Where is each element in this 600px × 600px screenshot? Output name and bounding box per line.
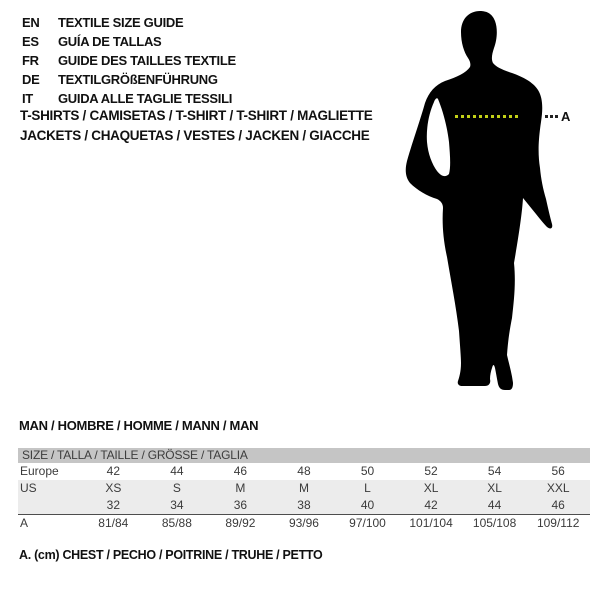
table-row-europe bbox=[18, 463, 590, 480]
language-row-en bbox=[22, 13, 236, 32]
cell: 42 bbox=[399, 497, 463, 515]
size-table bbox=[18, 448, 590, 532]
cell: 89/92 bbox=[209, 515, 273, 533]
row-label: US bbox=[18, 480, 82, 497]
measure-footnote: A. (cm) CHEST / PECHO / POITRINE / TRUHE / PETTO bbox=[19, 548, 323, 562]
chest-measure-leader-dashes bbox=[545, 115, 559, 118]
table-row-us bbox=[18, 480, 590, 497]
language-guide-list bbox=[22, 13, 236, 108]
cell: S bbox=[145, 480, 209, 497]
language-title: GUIDE DES TAILLES TEXTILE bbox=[58, 53, 236, 68]
language-title: TEXTILE SIZE GUIDE bbox=[58, 15, 184, 30]
cell: 48 bbox=[297, 464, 311, 478]
table-row-us-numeric bbox=[18, 497, 590, 515]
language-row-es bbox=[22, 32, 236, 51]
cell: 85/88 bbox=[145, 515, 209, 533]
cell: XXL bbox=[526, 480, 590, 497]
row-label: Europe bbox=[20, 464, 59, 478]
cell: 56 bbox=[551, 464, 565, 478]
man-silhouette-figure bbox=[395, 0, 600, 410]
language-code: FR bbox=[22, 53, 39, 68]
cell: 97/100 bbox=[336, 515, 400, 533]
language-code: EN bbox=[22, 15, 40, 30]
category-line-jackets: JACKETS / CHAQUETAS / VESTES / JACKEN / GIACCHE bbox=[20, 128, 370, 143]
language-row-de bbox=[22, 70, 236, 89]
language-title: GUÍA DE TALLAS bbox=[58, 34, 162, 49]
table-row-chest-cm bbox=[18, 515, 590, 533]
row-label bbox=[18, 497, 82, 515]
cell: M bbox=[209, 480, 273, 497]
language-code: DE bbox=[22, 72, 40, 87]
cell: 52 bbox=[424, 464, 438, 478]
cell: XL bbox=[399, 480, 463, 497]
cell: 46 bbox=[526, 497, 590, 515]
cell: 40 bbox=[336, 497, 400, 515]
table-header-row bbox=[18, 448, 590, 463]
cell: 42 bbox=[106, 464, 120, 478]
cell: XL bbox=[463, 480, 527, 497]
cell: 44 bbox=[170, 464, 184, 478]
cell: 109/112 bbox=[526, 515, 590, 533]
table-header-label: SIZE / TALLA / TAILLE / GRÖSSE / TAGLIA bbox=[18, 448, 590, 463]
cell: 93/96 bbox=[272, 515, 336, 533]
language-code: IT bbox=[22, 91, 33, 106]
cell: 81/84 bbox=[82, 515, 146, 533]
language-title: GUIDA ALLE TAGLIE TESSILI bbox=[58, 91, 233, 106]
cell: 46 bbox=[233, 464, 248, 478]
cell: 38 bbox=[272, 497, 336, 515]
language-row-fr bbox=[22, 51, 236, 70]
chest-measure-label: A bbox=[561, 109, 571, 124]
cell: XS bbox=[82, 480, 146, 497]
row-label: A bbox=[18, 515, 82, 533]
cell: 36 bbox=[209, 497, 273, 515]
man-silhouette-icon bbox=[395, 0, 600, 410]
cell: 54 bbox=[487, 464, 502, 478]
cell: 34 bbox=[145, 497, 209, 515]
category-line-tshirts: T-SHIRTS / CAMISETAS / T-SHIRT / T-SHIRT / MAGLIETTE bbox=[20, 108, 373, 123]
section-heading-man: MAN / HOMBRE / HOMME / MANN / MAN bbox=[19, 418, 259, 433]
size-table-wrap bbox=[18, 448, 590, 532]
cell: 101/104 bbox=[399, 515, 463, 533]
language-title: TEXTILGRÖßENFÜHRUNG bbox=[58, 72, 218, 87]
cell: L bbox=[336, 480, 400, 497]
cell: 50 bbox=[360, 464, 375, 478]
chest-measure-dash-line bbox=[455, 115, 520, 118]
cell: M bbox=[272, 480, 336, 497]
language-code: ES bbox=[22, 34, 39, 49]
category-lines bbox=[20, 106, 372, 146]
cell: 32 bbox=[82, 497, 146, 515]
cell: 44 bbox=[463, 497, 527, 515]
cell: 105/108 bbox=[463, 515, 527, 533]
